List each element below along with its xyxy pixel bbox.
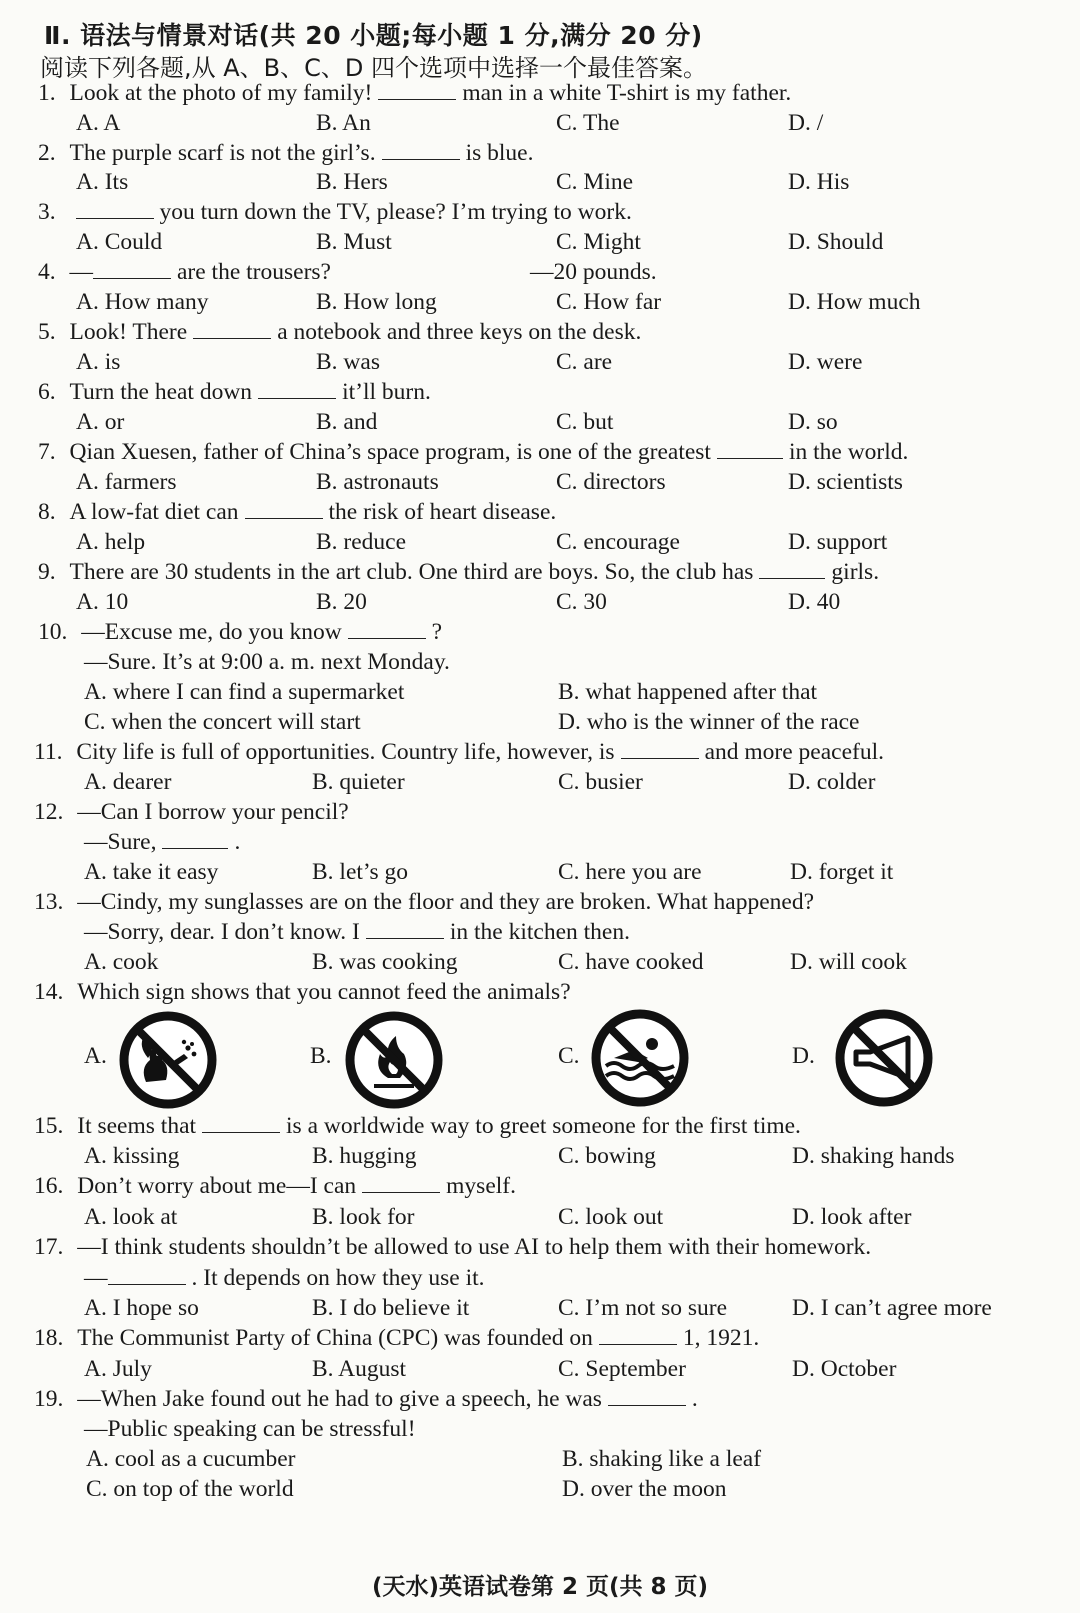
option-a[interactable]: A. look at xyxy=(84,1204,178,1230)
option-b[interactable]: B. shaking like a leaf xyxy=(562,1446,762,1472)
option-d[interactable]: D. scientists xyxy=(788,469,903,495)
option-d[interactable]: D. so xyxy=(788,409,838,435)
question-12: 12. —Can I borrow your pencil? xyxy=(34,799,349,825)
question-3: 3. you turn down the TV, please? I’m trying to work. xyxy=(38,199,632,225)
option-b[interactable]: B. August xyxy=(312,1356,407,1382)
option-b[interactable]: B. look for xyxy=(312,1204,415,1230)
option-a[interactable]: A. help xyxy=(76,529,146,555)
instruction: 阅读下列各题,从 A、B、C、D 四个选项中选择一个最佳答案。 xyxy=(40,54,708,82)
option-b[interactable]: B. and xyxy=(316,409,378,435)
answer-blank xyxy=(245,500,323,519)
answer-blank xyxy=(108,1266,186,1285)
option-b[interactable]: B. Hers xyxy=(316,169,388,195)
option-d[interactable]: D. 40 xyxy=(788,589,841,615)
option-d[interactable]: D. look after xyxy=(792,1204,912,1230)
option-a[interactable]: A. A xyxy=(76,110,121,136)
question-4-reply: —20 pounds. xyxy=(530,259,657,285)
answer-blank xyxy=(378,81,456,100)
option-c[interactable]: C. bowing xyxy=(558,1143,656,1169)
question-15: 15. It seems that is a worldwide way to greet someone for the first time. xyxy=(34,1113,801,1139)
question-13: 13. —Cindy, my sunglasses are on the floor and they are broken. What happened? xyxy=(34,889,815,915)
question-19-reply: —Public speaking can be stressful! xyxy=(84,1416,416,1442)
answer-blank xyxy=(599,1326,677,1345)
option-d[interactable]: D. I can’t agree more xyxy=(792,1295,992,1321)
option-c[interactable]: C. The xyxy=(556,110,620,136)
option-a[interactable]: A. xyxy=(84,1043,107,1069)
option-c[interactable]: C. September xyxy=(558,1356,686,1382)
question-8: 8. A low-fat diet can the risk of heart disease. xyxy=(38,499,557,525)
option-c[interactable]: C. I’m not so sure xyxy=(558,1295,728,1321)
answer-blank xyxy=(93,260,171,279)
option-d[interactable]: D. forget it xyxy=(790,859,894,885)
no-feeding-animals-icon[interactable] xyxy=(118,1010,218,1110)
option-c[interactable]: C. when the concert will start xyxy=(84,709,361,735)
option-a[interactable]: A. where I can find a supermarket xyxy=(84,679,405,705)
option-b[interactable]: B. let’s go xyxy=(312,859,408,885)
question-14: 14. Which sign shows that you cannot feed the animals? xyxy=(34,979,571,1005)
option-a[interactable]: A. Could xyxy=(76,229,163,255)
question-19: 19. —When Jake found out he had to give a speech, he was . xyxy=(34,1386,698,1412)
question-16: 16. Don’t worry about me—I can myself. xyxy=(34,1173,516,1199)
option-b[interactable]: B. Must xyxy=(316,229,392,255)
option-a[interactable]: A. Its xyxy=(76,169,129,195)
option-b[interactable]: B. An xyxy=(316,110,371,136)
no-horn-icon[interactable] xyxy=(834,1008,934,1108)
question-18: 18. The Communist Party of China (CPC) was founded on 1, 1921. xyxy=(34,1325,760,1351)
option-d[interactable]: D. over the moon xyxy=(562,1476,727,1502)
option-a[interactable]: A. July xyxy=(84,1356,152,1382)
option-c[interactable]: C. are xyxy=(556,349,613,375)
option-c[interactable]: C. but xyxy=(556,409,614,435)
option-b[interactable]: B. quieter xyxy=(312,769,405,795)
answer-blank xyxy=(362,1174,440,1193)
option-b[interactable]: B. astronauts xyxy=(316,469,439,495)
option-c[interactable]: C. Might xyxy=(556,229,641,255)
answer-blank xyxy=(717,440,783,459)
option-d[interactable]: D. will cook xyxy=(790,949,907,975)
option-b[interactable]: B. reduce xyxy=(316,529,407,555)
option-c[interactable]: C. directors xyxy=(556,469,666,495)
option-b[interactable]: B. I do believe it xyxy=(312,1295,470,1321)
question-10-reply: —Sure. It’s at 9:00 a. m. next Monday. xyxy=(84,649,450,675)
option-b[interactable]: B. was cooking xyxy=(312,949,458,975)
answer-blank xyxy=(366,920,444,939)
option-d[interactable]: D. shaking hands xyxy=(792,1143,955,1169)
option-d[interactable]: D. His xyxy=(788,169,850,195)
option-c[interactable]: C. Mine xyxy=(556,169,634,195)
answer-blank xyxy=(193,320,271,339)
option-a[interactable]: A. 10 xyxy=(76,589,129,615)
option-c[interactable]: C. 30 xyxy=(556,589,607,615)
option-d[interactable]: D. colder xyxy=(788,769,876,795)
no-swimming-icon[interactable] xyxy=(590,1008,690,1108)
option-b[interactable]: B. 20 xyxy=(316,589,367,615)
question-6: 6. Turn the heat down it’ll burn. xyxy=(38,379,431,405)
option-d[interactable]: D. support xyxy=(788,529,888,555)
option-a[interactable]: A. dearer xyxy=(84,769,172,795)
answer-blank xyxy=(202,1114,280,1133)
section-title: Ⅱ. 语法与情景对话(共 20 小题;每小题 1 分,满分 20 分) xyxy=(44,21,703,50)
question-17-reply: — . It depends on how they use it. xyxy=(84,1265,485,1291)
answer-blank xyxy=(348,620,426,639)
option-b[interactable]: B. was xyxy=(316,349,380,375)
option-a[interactable]: A. kissing xyxy=(84,1143,180,1169)
question-13-reply: —Sorry, dear. I don’t know. I in the kitchen then. xyxy=(84,919,630,945)
answer-blank xyxy=(759,560,825,579)
option-c[interactable]: C. have cooked xyxy=(558,949,704,975)
question-9: 9. There are 30 students in the art club. One third are boys. So, the club has girls. xyxy=(38,559,880,585)
option-a[interactable]: A. farmers xyxy=(76,469,177,495)
option-a[interactable]: A. I hope so xyxy=(84,1295,199,1321)
option-c[interactable]: C. How far xyxy=(556,289,662,315)
question-12-reply: —Sure, . xyxy=(84,829,241,855)
question-4: 4. — are the trousers? xyxy=(38,259,331,285)
option-c[interactable]: C. on top of the world xyxy=(86,1476,294,1502)
option-c[interactable]: C. here you are xyxy=(558,859,702,885)
option-a[interactable]: A. or xyxy=(76,409,125,435)
option-b[interactable]: B. what happened after that xyxy=(558,679,818,705)
option-a[interactable]: A. is xyxy=(76,349,121,375)
option-a[interactable]: A. How many xyxy=(76,289,209,315)
option-d[interactable]: D. / xyxy=(788,110,824,136)
page-footer: (天水)英语试卷第 2 页(共 8 页) xyxy=(371,1574,709,1600)
option-d[interactable]: D. were xyxy=(788,349,863,375)
option-d[interactable]: D. How much xyxy=(788,289,921,315)
option-b[interactable]: B. xyxy=(310,1043,332,1069)
option-c[interactable]: C. xyxy=(558,1043,580,1069)
option-d[interactable]: D. October xyxy=(792,1356,897,1382)
question-1: 1. Look at the photo of my family! man in a white T-shirt is my father. xyxy=(38,80,792,106)
question-5: 5. Look! There a notebook and three keys on the desk. xyxy=(38,319,642,345)
answer-blank xyxy=(382,141,460,160)
no-fire-icon[interactable] xyxy=(344,1010,444,1110)
answer-blank xyxy=(258,380,336,399)
answer-blank xyxy=(608,1387,686,1406)
answer-blank xyxy=(76,200,154,219)
question-17: 17. —I think students shouldn’t be allowed to use AI to help them with their homework. xyxy=(34,1234,872,1260)
question-11: 11. City life is full of opportunities. Country life, however, is and more peaceful. xyxy=(34,739,884,765)
option-a[interactable]: A. cook xyxy=(84,949,159,975)
question-10: 10. —Excuse me, do you know ? xyxy=(38,619,443,645)
answer-blank xyxy=(621,740,699,759)
option-b[interactable]: B. hugging xyxy=(312,1143,417,1169)
option-c[interactable]: C. look out xyxy=(558,1204,664,1230)
question-7: 7. Qian Xuesen, father of China’s space program, is one of the greatest in the world. xyxy=(38,439,909,465)
option-b[interactable]: B. How long xyxy=(316,289,437,315)
option-a[interactable]: A. take it easy xyxy=(84,859,219,885)
option-d[interactable]: D. Should xyxy=(788,229,884,255)
question-2: 2. The purple scarf is not the girl’s. is blue. xyxy=(38,140,534,166)
answer-blank xyxy=(162,830,228,849)
option-d[interactable]: D. xyxy=(792,1043,815,1069)
option-a[interactable]: A. cool as a cucumber xyxy=(86,1446,296,1472)
option-d[interactable]: D. who is the winner of the race xyxy=(558,709,860,735)
option-c[interactable]: C. encourage xyxy=(556,529,680,555)
option-c[interactable]: C. busier xyxy=(558,769,643,795)
